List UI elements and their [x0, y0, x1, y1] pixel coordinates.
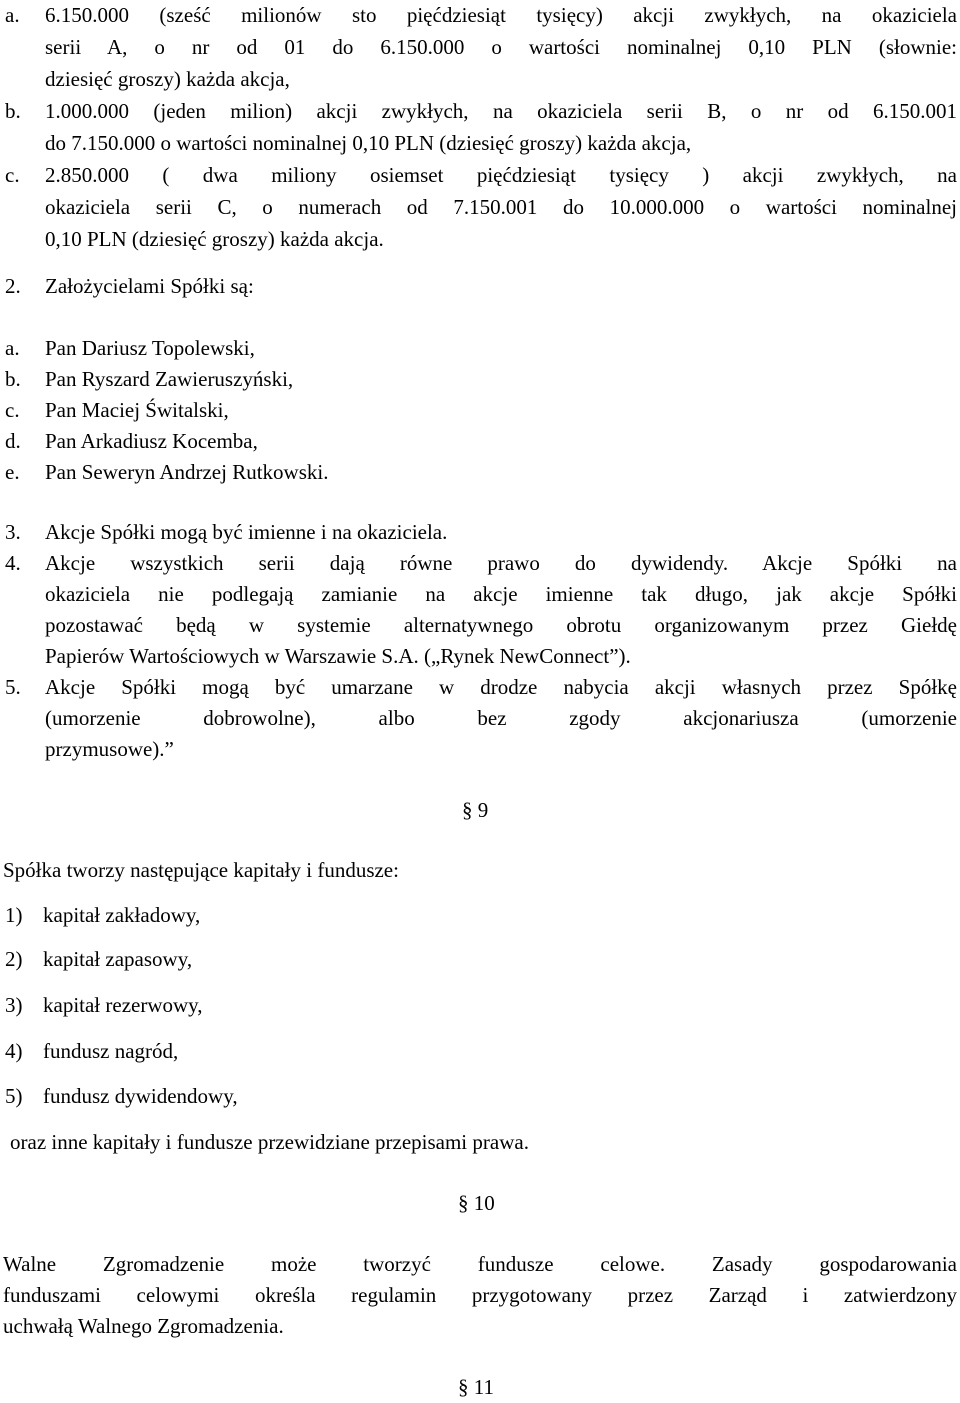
founder-name: Pan Dariusz Topolewski, [45, 336, 255, 360]
section-10-heading: § 10 [458, 1191, 495, 1215]
item-5-line1: Akcje Spółki mogą być umarzane w drodze nabycia akcji własnych przez Spółkę [45, 675, 957, 699]
item-2-label: 2. [5, 274, 21, 298]
share-series-a-line1: 6.150.000 (sześć milionów sto pięćdziesiąt tysięcy) akcji zwykłych, na okaziciela [45, 3, 957, 27]
item-4-line1: Akcje wszystkich serii dają równe prawo do dywidendy. Akcje Spółki na [45, 551, 957, 575]
founder-name: Pan Maciej Świtalski, [45, 398, 229, 422]
item-5-line2: (umorzenie dobrowolne), albo bez zgody akcjonariusza (umorzenie [45, 706, 957, 730]
item-3-label: 3. [5, 520, 21, 544]
share-series-c-line2: okaziciela serii C, o numerach od 7.150.001 do 10.000.000 o wartości nominalnej [45, 195, 957, 219]
item-4-label: 4. [5, 551, 21, 575]
fund-label: 4) [5, 1039, 23, 1063]
share-series-a-line2: serii A, o nr od 01 do 6.150.000 o wartości nominalnej 0,10 PLN (słownie: [45, 35, 957, 59]
list-label-c: c. [5, 163, 20, 187]
list-label-b: b. [5, 99, 21, 123]
share-series-c-line1: 2.850.000 ( dwa miliony osiemset pięćdziesiąt tysięcy ) akcji zwykłych, na [45, 163, 957, 187]
item-4-line3: pozostawać będą w systemie alternatywnego obrotu organizowanym przez Giełdę [45, 613, 957, 637]
share-series-b-line2: do 7.150.000 o wartości nominalnej 0,10 PLN (dziesięć groszy) każda akcja, [45, 131, 692, 155]
section-9-intro: Spółka tworzy następujące kapitały i fundusze: [3, 858, 399, 882]
founder-label: a. [5, 336, 20, 360]
founder-label: e. [5, 460, 20, 484]
founders-heading: Założycielami Spółki są: [45, 274, 254, 298]
section-11-heading: § 11 [458, 1375, 494, 1399]
fund-label: 2) [5, 947, 23, 971]
share-series-a-line3: dziesięć groszy) każda akcja, [45, 67, 290, 91]
item-4-line4: Papierów Wartościowych w Warszawie S.A. („Rynek NewConnect”). [45, 644, 631, 668]
share-series-b-line1: 1.000.000 (jeden milion) akcji zwykłych, na okaziciela serii B, o nr od 6.150.001 [45, 99, 957, 123]
fund-label: 5) [5, 1084, 23, 1108]
section-10-line1: Walne Zgromadzenie może tworzyć fundusze celowe. Zasady gospodarowania [3, 1252, 957, 1276]
section-9-closing: oraz inne kapitały i fundusze przewidziane przepisami prawa. [10, 1130, 529, 1154]
fund-item: kapitał zakładowy, [43, 903, 201, 927]
founder-name: Pan Seweryn Andrzej Rutkowski. [45, 460, 329, 484]
fund-label: 1) [5, 903, 23, 927]
fund-item: kapitał rezerwowy, [43, 993, 203, 1017]
section-10-line3: uchwałą Walnego Zgromadzenia. [3, 1314, 284, 1338]
list-label-a: a. [5, 3, 20, 27]
fund-item: fundusz dywidendowy, [43, 1084, 238, 1108]
fund-item: fundusz nagród, [43, 1039, 179, 1063]
share-series-c-line3: 0,10 PLN (dziesięć groszy) każda akcja. [45, 227, 384, 251]
founder-label: d. [5, 429, 21, 453]
founder-label: b. [5, 367, 21, 391]
founder-name: Pan Ryszard Zawieruszyński, [45, 367, 294, 391]
item-5-line3: przymusowe).” [45, 737, 174, 761]
section-10-line2: funduszami celowymi określa regulamin przygotowany przez Zarząd i zatwierdzony [3, 1283, 957, 1307]
section-9-heading: § 9 [462, 798, 489, 822]
item-3-text: Akcje Spółki mogą być imienne i na okaziciela. [45, 520, 448, 544]
item-5-label: 5. [5, 675, 21, 699]
founder-name: Pan Arkadiusz Kocemba, [45, 429, 258, 453]
founder-label: c. [5, 398, 20, 422]
fund-label: 3) [5, 993, 23, 1017]
item-4-line2: okaziciela nie podlegają zamianie na akcje imienne tak długo, jak akcje Spółki [45, 582, 957, 606]
fund-item: kapitał zapasowy, [43, 947, 193, 971]
